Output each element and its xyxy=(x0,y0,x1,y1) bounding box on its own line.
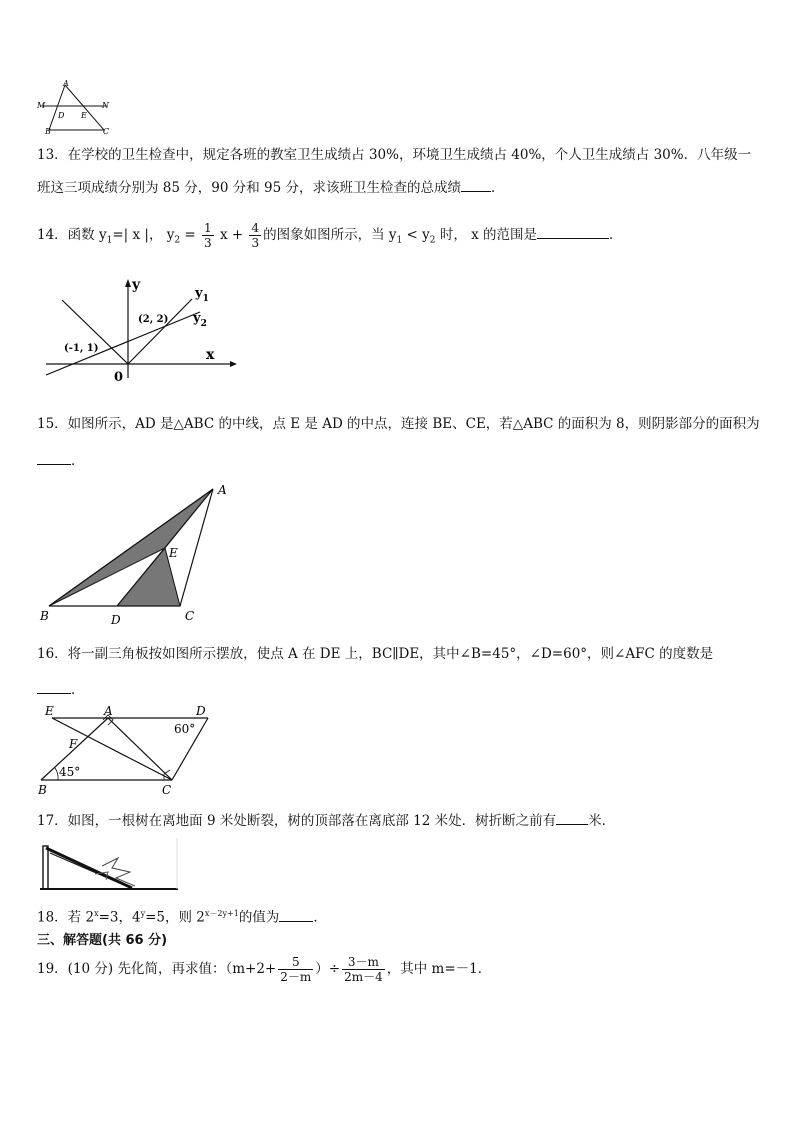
label-b: B xyxy=(40,609,49,623)
q18-exp2: y xyxy=(140,909,146,918)
q18-suffix: 的值为 xyxy=(238,909,280,926)
graph-line-y1-label: $y_1$ xyxy=(195,286,209,304)
q16-set-square-figure xyxy=(36,702,216,797)
q13-line2 xyxy=(37,177,505,197)
graph-point-2: (2, 2) xyxy=(138,314,169,325)
q17-end: 米． xyxy=(588,813,616,829)
q14-mid1: =| x |， y xyxy=(112,227,175,243)
q19-f1-num: 5 xyxy=(278,955,313,970)
q14-f1-den: 3 xyxy=(204,236,212,250)
q14-suffix: 的图象如图所示，当 y xyxy=(263,227,397,243)
q14-function-graph xyxy=(40,275,250,385)
q18-line xyxy=(37,905,327,927)
q13-line1: 13．在学校的卫生检查中，规定各班的教室卫生成绩占 30%，环境卫生成绩占 40%，个人卫生成绩占 30%．八年级一 xyxy=(37,147,752,163)
q16-answer-blank[interactable] xyxy=(37,679,71,694)
q19-fraction-1 xyxy=(278,955,313,984)
label-d: D xyxy=(111,613,121,627)
q14-fraction-1 xyxy=(202,221,214,250)
q14-x: x + xyxy=(215,227,248,243)
q14-fraction-2 xyxy=(249,221,261,250)
q13-answer-blank[interactable] xyxy=(461,177,491,192)
q18-answer-blank[interactable] xyxy=(279,907,313,922)
label-a: A xyxy=(218,483,227,497)
q18-exp1: x xyxy=(94,909,99,918)
q14-lt: < y xyxy=(402,227,430,243)
q19-f2-num: 3－m xyxy=(342,955,385,970)
label-45-degree: 45° xyxy=(59,765,81,779)
label-f: F xyxy=(69,737,78,751)
q17-answer-blank[interactable] xyxy=(556,810,588,825)
q19-line xyxy=(37,952,491,986)
q19-fraction-2 xyxy=(342,955,385,984)
graph-x-label: x xyxy=(206,347,215,363)
q16-end: ． xyxy=(71,682,85,698)
label-b: B xyxy=(38,783,47,797)
label-b: B xyxy=(45,127,51,136)
label-a: A xyxy=(63,80,69,88)
q14-f1-num: 1 xyxy=(204,221,212,235)
q14-eq: = xyxy=(180,227,201,243)
q14-sub1: 1 xyxy=(106,235,113,246)
label-e: E xyxy=(169,546,178,560)
q18-mid: =3，4 xyxy=(98,909,141,926)
q19-f2-den: 2m－4 xyxy=(344,970,383,984)
q14-s2: 2 xyxy=(429,235,436,246)
label-c: C xyxy=(185,609,195,623)
graph-y-label: y xyxy=(132,277,141,293)
label-a: A xyxy=(104,704,113,718)
q19-prefix: 19．(10 分) 先化简，再求值：（m+2+ xyxy=(37,961,277,977)
q16-line1: 16．将一副三角板按如图所示摆放，使点 A 在 DE 上，BC∥DE，其中∠B=45°，∠D=60°，则∠AFC 的度数是 xyxy=(37,646,714,662)
section-heading: 三、解答题(共 66 分) xyxy=(37,933,168,948)
q18-end: ． xyxy=(313,909,327,926)
q14-end: ． xyxy=(609,227,623,243)
q14-answer-blank[interactable] xyxy=(537,224,609,239)
q16-line2 xyxy=(37,679,85,699)
q17-text: 17．如图，一根树在离地面 9 米处断裂，树的顶部落在离底部 12 米处．树折断之前有 xyxy=(37,813,557,829)
graph-origin-label: 0 xyxy=(114,370,124,385)
q18-prefix: 18．若 2 xyxy=(37,909,95,926)
q14-line xyxy=(37,220,623,256)
q13-text: 班这三项成绩分别为 85 分，90 分和 95 分，求该班卫生检查的总成绩 xyxy=(37,180,461,196)
label-e: E xyxy=(81,111,87,120)
label-d: D xyxy=(196,704,206,718)
q15-answer-blank[interactable] xyxy=(37,450,71,465)
q15-line2 xyxy=(37,450,85,470)
q14-s1: 1 xyxy=(396,235,403,246)
q17-broken-tree-figure xyxy=(40,838,180,894)
q19-f1-den: 2－m xyxy=(280,970,312,984)
label-m: M xyxy=(37,101,46,110)
q14-prefix: 14．函数 y xyxy=(37,227,107,243)
q15-line1: 15．如图所示，AD 是△ABC 的中线，点 E 是 AD 的中点，连接 BE、CE，若△ABC 的面积为 8，则阴影部分的面积为 xyxy=(37,416,760,432)
q18-exp3: x－2y+1 xyxy=(204,909,239,918)
triangle-figure-top xyxy=(36,80,116,136)
q14-f2-num: 4 xyxy=(251,221,260,235)
label-c: C xyxy=(103,127,110,136)
q17-line xyxy=(37,810,615,830)
label-d: D xyxy=(58,111,65,120)
q15-end: ． xyxy=(71,453,85,469)
label-60-degree: 60° xyxy=(174,722,196,736)
label-e: E xyxy=(45,704,54,718)
graph-point-1: (-1, 1) xyxy=(64,343,99,354)
label-n: N xyxy=(102,101,109,110)
q14-suffix2: 时， x 的范围是 xyxy=(435,227,538,243)
label-c: C xyxy=(162,783,172,797)
q14-sub2: 2 xyxy=(174,235,181,246)
q15-triangle-figure xyxy=(38,480,238,628)
q19-suffix: ，其中 m=－1． xyxy=(386,961,492,977)
q14-f2-den: 3 xyxy=(251,236,260,250)
q13-end: ． xyxy=(491,180,505,196)
q19-mid: ）÷ xyxy=(315,961,341,977)
q18-mid2: =5，则 2 xyxy=(145,909,205,926)
graph-line-y2-label: $y_2$ xyxy=(193,311,207,329)
